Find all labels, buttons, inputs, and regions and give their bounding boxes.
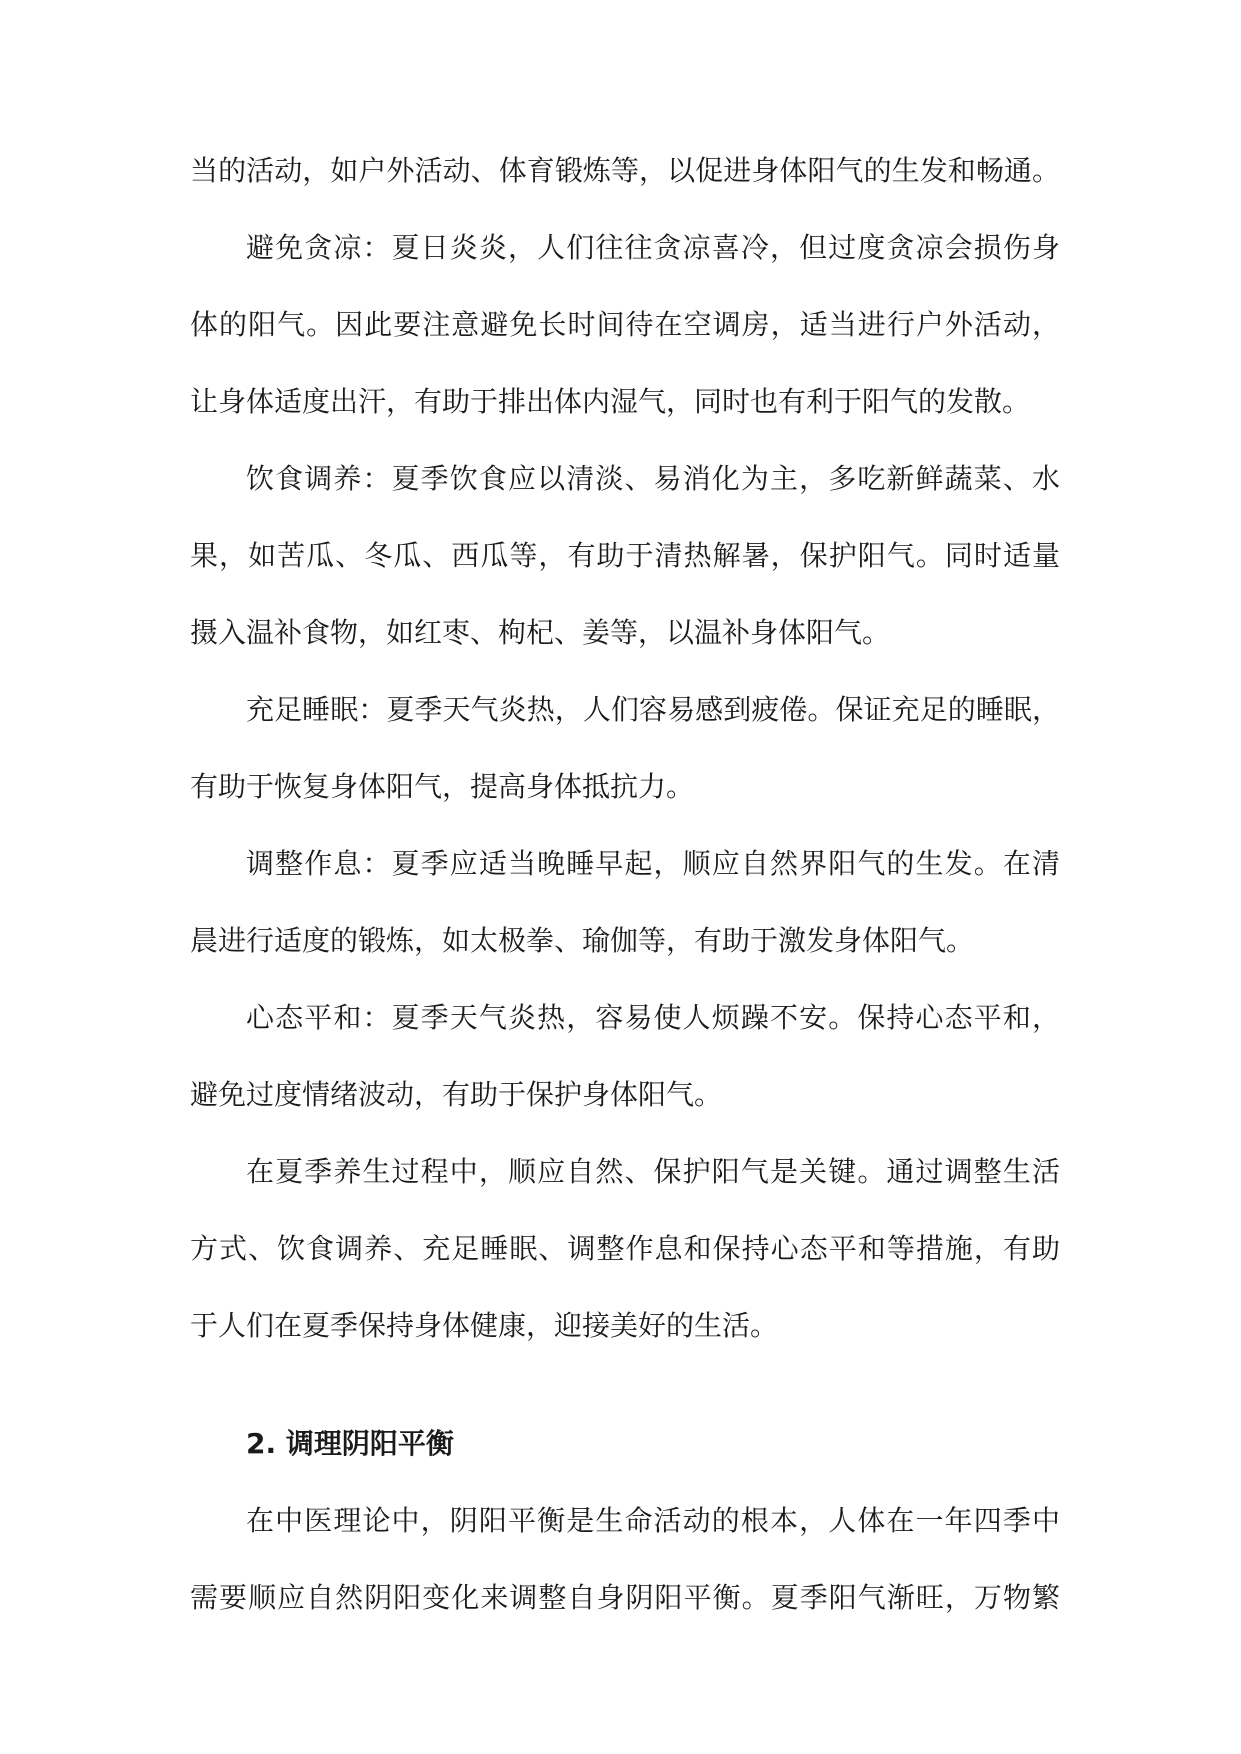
text-line: 心态平和：夏季天气炎热，容易使人烦躁不安。保持心态平和， xyxy=(246,1001,1060,1034)
text-line: 饮食调养：夏季饮食应以清淡、易消化为主，多吃新鲜蔬菜、水 xyxy=(246,462,1060,495)
text-line: 在中医理论中，阴阳平衡是生命活动的根本，人体在一年四季中 xyxy=(246,1504,1060,1537)
text-line: 当的活动，如户外活动、体育锻炼等，以促进身体阳气的生发和畅通。 xyxy=(190,154,1060,187)
text-line: 避免贪凉：夏日炎炎，人们往往贪凉喜冷，但过度贪凉会损伤身 xyxy=(246,231,1060,264)
section-heading: 2. 调理阴阳平衡 xyxy=(246,1427,454,1460)
text-line: 避免过度情绪波动，有助于保护身体阳气。 xyxy=(190,1078,723,1111)
text-line: 晨进行适度的锻炼，如太极拳、瑜伽等，有助于激发身体阳气。 xyxy=(190,924,975,957)
body-text xyxy=(190,132,1060,1636)
text-line: 有助于恢复身体阳气，提高身体抵抗力。 xyxy=(190,770,695,803)
text-line: 在夏季养生过程中，顺应自然、保护阳气是关键。通过调整生活 xyxy=(246,1155,1060,1188)
text-line: 于人们在夏季保持身体健康，迎接美好的生活。 xyxy=(190,1309,779,1342)
text-line: 体的阳气。因此要注意避免长时间待在空调房，适当进行户外活动， xyxy=(190,308,1060,341)
text-line: 摄入温补食物，如红枣、枸杞、姜等，以温补身体阳气。 xyxy=(190,616,891,649)
text-line: 让身体适度出汗，有助于排出体内湿气，同时也有利于阳气的发散。 xyxy=(190,385,1031,418)
text-line: 方式、饮食调养、充足睡眠、调整作息和保持心态平和等措施，有助 xyxy=(190,1232,1060,1265)
text-line: 充足睡眠：夏季天气炎热，人们容易感到疲倦。保证充足的睡眠， xyxy=(246,693,1060,726)
text-line: 需要顺应自然阴阳变化来调整自身阴阳平衡。夏季阳气渐旺，万物繁 xyxy=(190,1581,1060,1614)
text-line: 果，如苦瓜、冬瓜、西瓜等，有助于清热解暑，保护阳气。同时适量 xyxy=(190,539,1060,572)
text-line: 调整作息：夏季应适当晚睡早起，顺应自然界阳气的生发。在清 xyxy=(246,847,1060,880)
